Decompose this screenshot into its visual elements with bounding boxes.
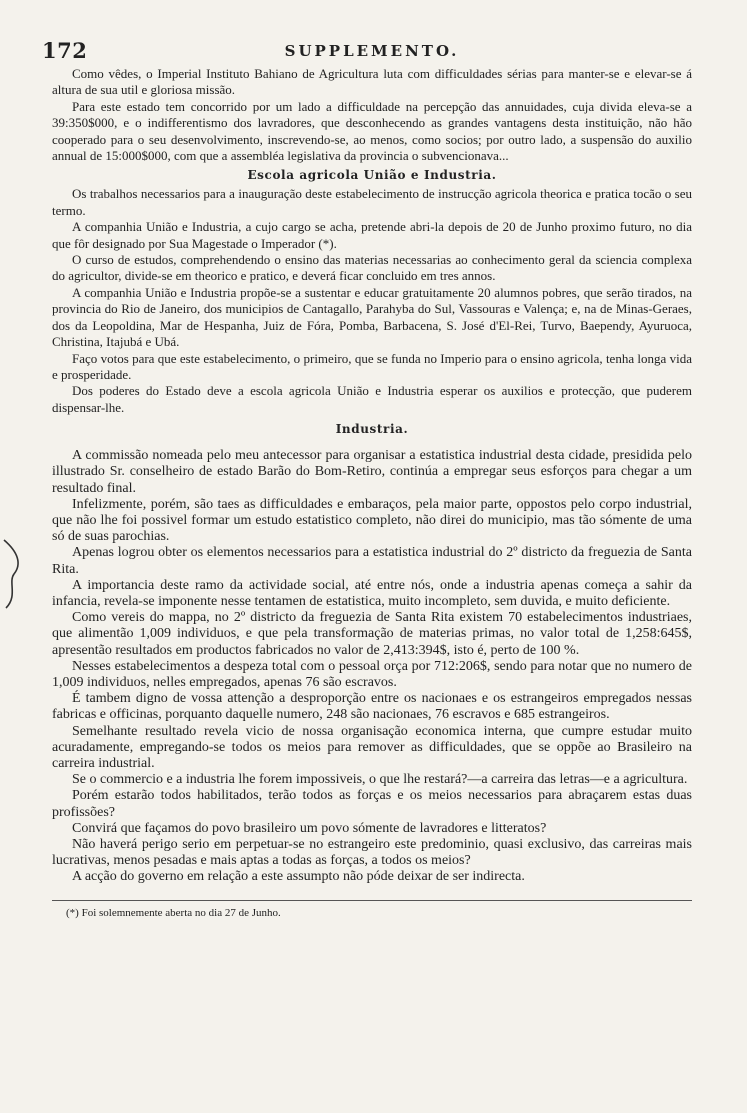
paragraph: O curso de estudos, comprehendendo o ensino das materias necessarias ao conhecimento geral da sciencia complexa do agricultor, divide-se em theorico e pratico, e deverá ficar concluido em tres annos.	[52, 252, 692, 284]
paragraph: Não haverá perigo serio em perpetuar-se no estrangeiro este predominio, quasi exclusivo, das carreiras mais lucrativas, menos pesadas e mais aptas a todas as forças, a todos os meios?	[52, 837, 692, 869]
paragraph: Os trabalhos necessarios para a inauguração deste estabelecimento de instrucção agricola theorica e pratica tocão o seu termo.	[52, 186, 692, 218]
paragraph: Como vereis do mappa, no 2º districto da freguezia de Santa Rita existem 70 estabelecimentos industriaes, que alimentão 1,009 individuos, e que pela transformação de materias primas, no valor total de 1,258:645$, apresentão resultados em productos fabricados no valor de 2,413:394$, isto é, perto de 100 %.	[52, 610, 692, 658]
paragraph: A acção do governo em relação a este assumpto não póde deixar de ser indirecta.	[72, 869, 525, 885]
paragraph: Como vêdes, o Imperial Instituto Bahiano de Agricultura luta com difficuldades sérias para manter-se e elevar-se á altura de sua util e gloriosa missão.	[52, 66, 692, 98]
footnote: (*) Foi solemnemente aberta no dia 27 de Junho.	[66, 906, 281, 919]
section-title: Industria.	[335, 422, 409, 437]
paragraph: Se o commercio e a industria lhe forem impossiveis, o que lhe restará?—a carreira das letras—e a agricultura.	[72, 772, 688, 788]
section-escola-agricola	[52, 168, 692, 416]
document-page	[42, 38, 692, 919]
paragraph: Dos poderes do Estado deve a escola agricola União e Industria esperar os auxilios e protecção, que puderem dispensar-lhe.	[52, 383, 692, 415]
section-title: Escola agricola União e Industria.	[247, 168, 497, 183]
paragraph: Infelizmente, porém, são taes as difficuldades e embaraços, pela maior parte, oppostos pelo corpo industrial, que não lhe foi possivel formar um estudo estatistico completo, não direi do municipio, mas tão sómente de uma só de suas parochias.	[52, 496, 692, 545]
section-industria	[52, 422, 692, 885]
paragraph: A commissão nomeada pelo meu antecessor para organisar a estatistica industrial desta cidade, presidida pelo illustrado Sr. conselheiro de estado Barão do Bom-Retiro, continúa a empregar seus esforços para chegar a um resultado final.	[52, 448, 692, 496]
paragraph: Apenas logrou obter os elementos necessarios para a estatistica industrial do 2º districto da freguezia de Santa Rita.	[52, 545, 692, 577]
paragraph: É tambem digno de vossa attenção a desproporção entre os nacionaes e os estrangeiros empregados nessas fabricas e officinas, porquanto daquelle numero, 248 são nacionaes, 76 escravos e 685 estrangeiros.	[52, 691, 692, 723]
margin-bracket-mark	[0, 538, 26, 610]
paragraph: Faço votos para que este estabelecimento, o primeiro, que se funda no Imperio para o ensino agricola, tenha longa vida e prosperidade.	[52, 350, 692, 382]
running-head: SUPPLEMENTO.	[284, 42, 460, 60]
paragraph: Convirá que façamos do povo brasileiro um povo sómente de lavradores e litteratos?	[72, 820, 547, 836]
paragraph: Para este estado tem concorrido por um lado a difficuldade na percepção das annuidades, cuja divida eleva-se a 39:350$000, e o indifferentismo dos lavradores, que desconhecendo as grandes vantagens desta instituição, não hão cooperado para o seu desenvolvimento, inscrevendo-se, ao menos, como socios; por outro lado, a suspensão do auxilio annual de 15:000$000, com que a assembléa legislativa da provincia o subvencionava...	[52, 98, 692, 164]
paragraph: Semelhante resultado revela vicio de nossa organisação economica interna, que cumpre estudar muito acuradamente, empregando-se todos os meios para remover as difficuldades, que se oppõe ao Brasileiro na carreira industrial.	[52, 723, 692, 771]
intro-section	[52, 66, 692, 164]
paragraph: A importancia deste ramo da actividade social, até entre nós, onde a industria apenas começa a sahir da infancia, revela-se imponente nesse tentamen de estatistica, muito incompleto, sem duvida, e muito deficiente.	[52, 577, 692, 609]
paragraph: A companhia União e Industria, a cujo cargo se acha, pretende abri-la depois de 20 de Junho proximo futuro, no dia que fôr designado por Sua Magestade o Imperador (*).	[52, 219, 692, 251]
page-header	[42, 38, 692, 66]
footnote-divider	[52, 900, 692, 901]
paragraph: A companhia União e Industria propõe-se a sustentar e educar gratuitamente 20 alumnos pobres, que serão tirados, na provincia do Rio de Janeiro, dos municipios de Cantagallo, Parahyba do Sul, Vassouras e Valença; e, na de Minas-Geraes, dos da Leopoldina, Mar de Hespanha, Juiz de Fóra, Pomba, Barbacena, S. José d'El-Rei, Turvo, Baependy, Ayuruoca, Christina, Itajubá e Ubá.	[52, 284, 692, 350]
paragraph: Nesses estabelecimentos a despeza total com o pessoal orça por 712:206$, sendo para notar que no numero de 1,009 individuos, nelles empregados, apenas 76 são escravos.	[52, 658, 692, 690]
paragraph: Porém estarão todos habilitados, terão todos as forças e os meios necessarios para abraçarem estas duas profissões?	[52, 788, 692, 820]
page-number: 172	[42, 38, 88, 63]
